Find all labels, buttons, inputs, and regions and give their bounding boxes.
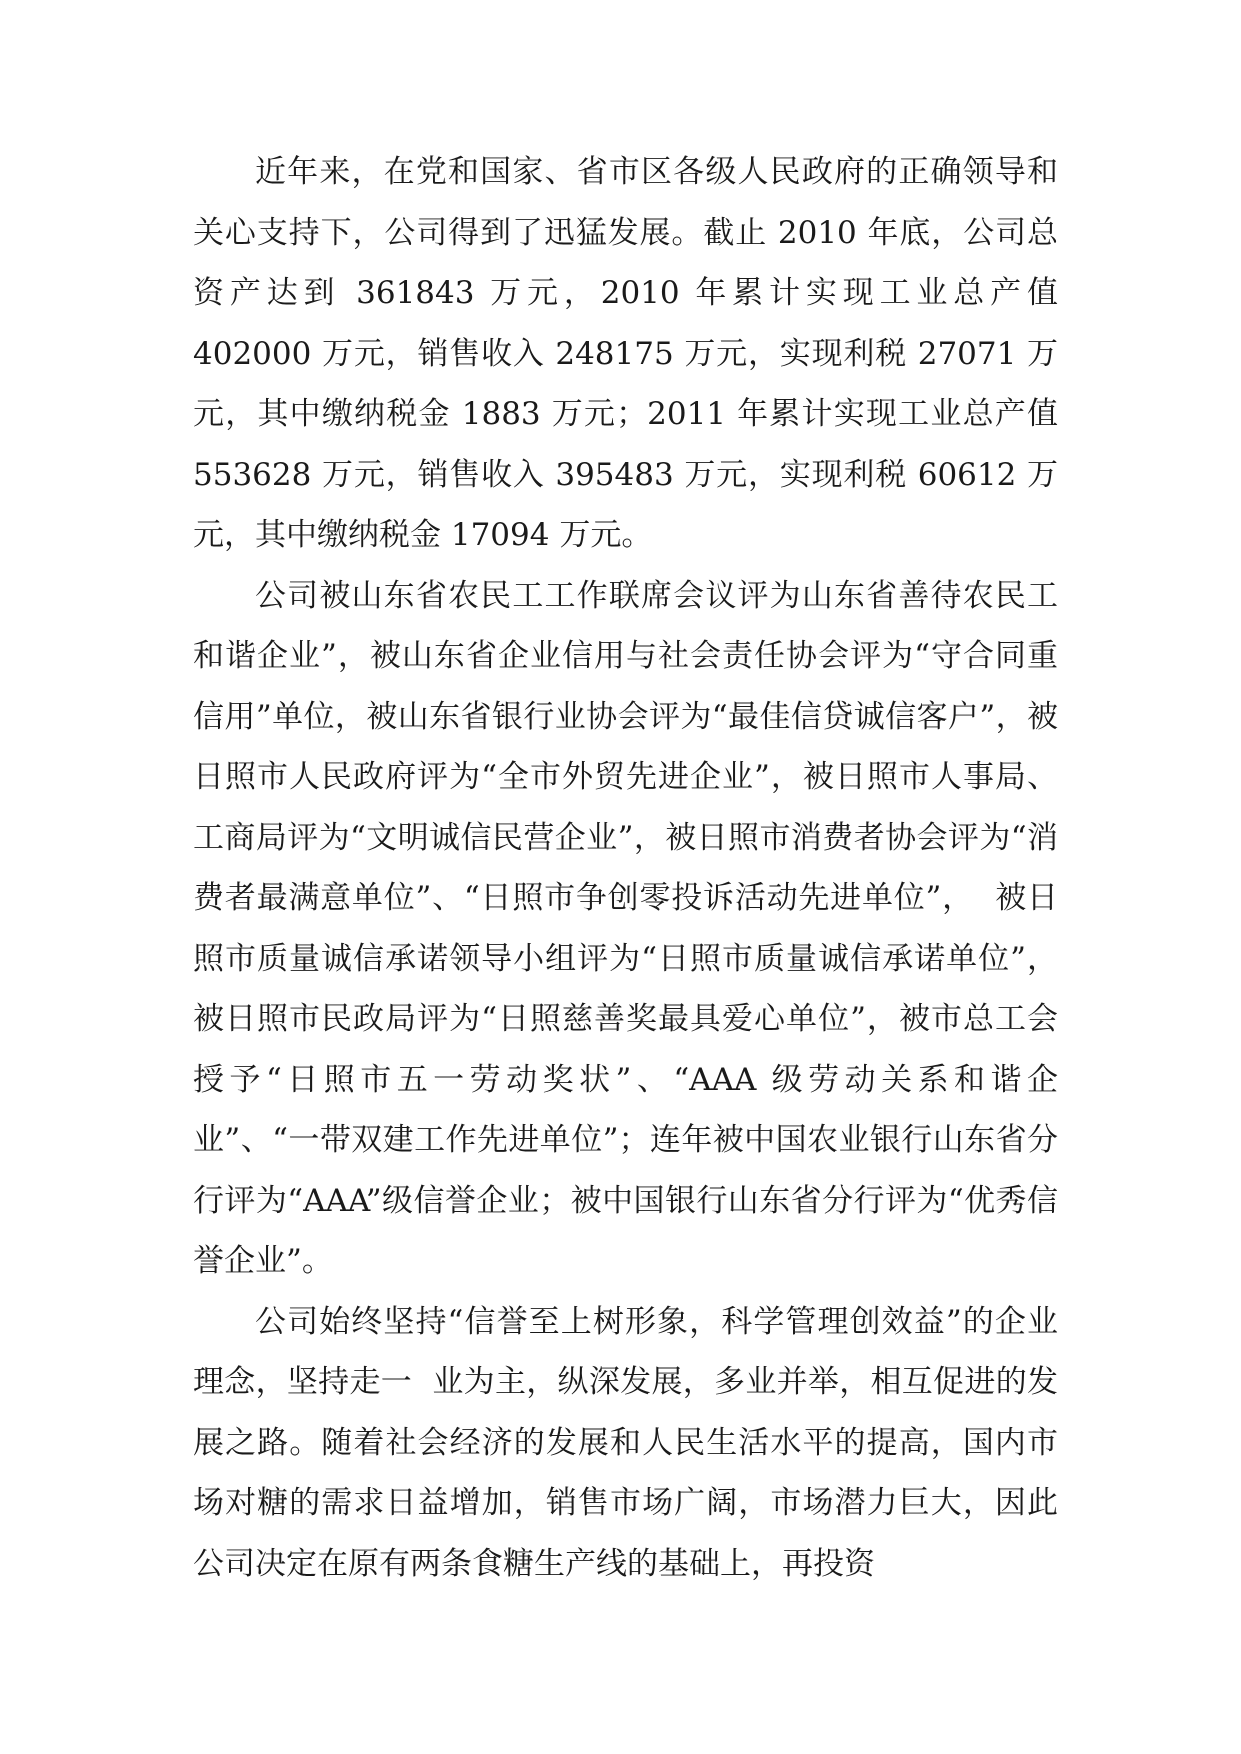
paragraph-company-development: 近年来，在党和国家、省市区各级人民政府的正确领导和关心支持下，公司得到了迅猛发展。截止 2010 年底，公司总资产达到 361843 万元，2010 年累计实现工业总产值 402000 万元，销售收入 248175 万元，实现利税 27071 万元，其中缴纳税金 1883 万元；2011 年累计实现工业总产值 553628 万元，销售收入 395483 万元，实现利税 60612 万元，其中缴纳税金 17094 万元。 [193,154,1068,553]
paragraph-company-honors: 公司被山东省农民工工作联席会议评为山东省善待农民工和谐企业”，被山东省企业信用与社会责任协会评为“守合同重信用”单位，被山东省银行业协会评为“最佳信贷诚信客户”，被日照市人民政府评为“全市外贸先进企业”，被日照市人事局、工商局评为“文明诚信民营企业”，被日照市消费者协会评为“消费者最满意单位”、“日照市争创零投诉活动先进单位”， 被日照市质量诚信承诺领导小组评为“日照市质量诚信承诺单位”，被日照市民政局评为“日照慈善奖最具爱心单位”，被市总工会授予“日照市五一劳动奖状”、“AAA 级劳动关系和谐企业”、“一带双建工作先进单位”；连年被中国农业银行山东省分行评为“AAA”级信誉企业；被中国银行山东省分行评为“优秀信誉企业”。 [193,577,1058,1279]
paragraph-company-philosophy: 公司始终坚持“信誉至上树形象，科学管理创效益”的企业理念，坚持走一 业为主，纵深发展，多业并举，相互促进的发展之路。随着社会经济的发展和人民生活水平的提高，国内市场对糖的需求日益增加，销售市场广阔，市场潜力巨大，因此公司决定在原有两条食糖生产线的基础上，再投资 [193,1303,1058,1582]
document-body [193,142,1068,1594]
